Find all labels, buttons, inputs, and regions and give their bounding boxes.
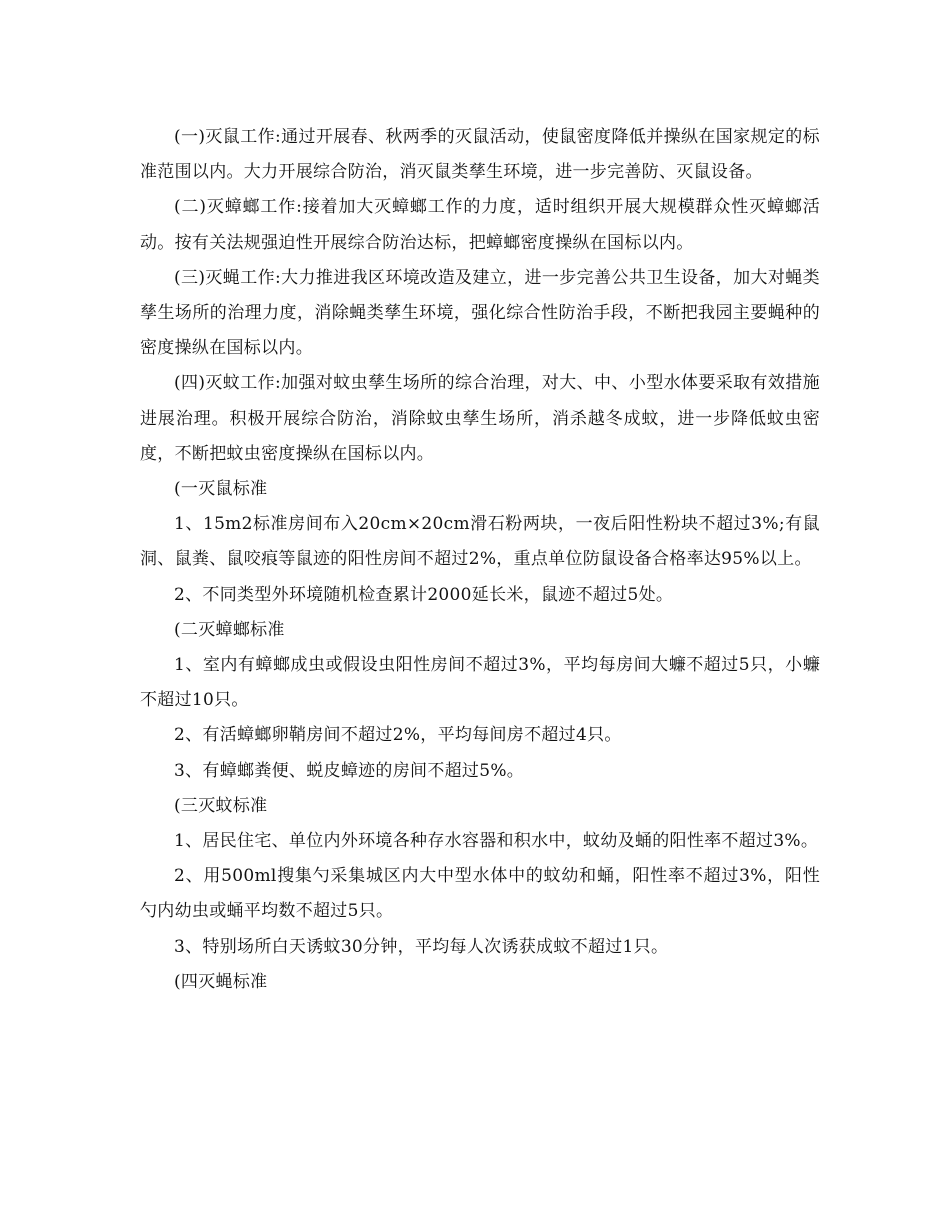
paragraph-rodent-work: (一)灭鼠工作:通过开展春、秋两季的灭鼠活动，使鼠密度降低并操纵在国家规定的标准范围以内。大力开展综合防治，消灭鼠类孳生环境，进一步完善防、灭鼠设备。 bbox=[140, 127, 820, 183]
paragraph-mosquito-work: (四)灭蚊工作:加强对蚊虫孳生场所的综合治理，对大、中、小型水体要采取有效措施进展治理。积极开展综合防治，消除蚊虫孳生场所，消杀越冬成蚊，进一步降低蚊虫密度，不断把蚊虫密度操纵在国标以内。 bbox=[140, 373, 820, 464]
heading-cockroach-standard: (二灭蟑螂标准 bbox=[174, 619, 285, 640]
mosquito-standard-item-3: 3、特别场所白天诱蚊30分钟，平均每人次诱获成蚊不超过1只。 bbox=[174, 936, 669, 957]
paragraph-cockroach-work: (二)灭蟑螂工作:接着加大灭蟑螂工作的力度，适时组织开展大规模群众性灭蟑螂活动。按有关法规强迫性开展综合防治达标，把蟑螂密度操纵在国标以内。 bbox=[140, 197, 820, 253]
paragraph-fly-work: (三)灭蝇工作:大力推进我区环境改造及建立，进一步完善公共卫生设备，加大对蝇类孳生场所的治理力度，消除蝇类孳生环境，强化综合性防治手段，不断把我园主要蝇种的密度操纵在国标以内。 bbox=[140, 267, 820, 359]
heading-mosquito-standard: (三灭蚊标准 bbox=[174, 795, 268, 816]
cockroach-standard-item-3: 3、有蟑螂粪便、蜕皮蟑迹的房间不超过5%。 bbox=[174, 760, 525, 781]
rodent-standard-item-2: 2、不同类型外环境随机检查累计2000延长米，鼠迹不超过5处。 bbox=[174, 584, 674, 605]
cockroach-standard-item-1: 1、室内有蟑螂成虫或假设虫阳性房间不超过3%，平均每房间大蠊不超过5只，小蠊不超过10只。 bbox=[140, 655, 820, 711]
heading-rodent-standard: (一灭鼠标准 bbox=[174, 479, 268, 500]
mosquito-standard-item-2: 2、用500ml搜集勺采集城区内大中型水体中的蚊幼和蛹，阳性率不超过3%，阳性勺内幼虫或蛹平均数不超过5只。 bbox=[140, 866, 820, 922]
rodent-standard-item-1: 1、15m2标准房间布入20cm×20cm滑石粉两块，一夜后阳性粉块不超过3%;有鼠洞、鼠粪、鼠咬痕等鼠迹的阳性房间不超过2%，重点单位防鼠设备合格率达95%以上。 bbox=[140, 514, 820, 570]
mosquito-standard-item-1: 1、居民住宅、单位内外环境各种存水容器和积水中，蚊幼及蛹的阳性率不超过3%。 bbox=[174, 831, 819, 852]
document-body bbox=[140, 120, 820, 1000]
heading-fly-standard: (四灭蝇标准 bbox=[174, 971, 268, 992]
cockroach-standard-item-2: 2、有活蟑螂卵鞘房间不超过2%，平均每间房不超过4只。 bbox=[174, 725, 622, 746]
